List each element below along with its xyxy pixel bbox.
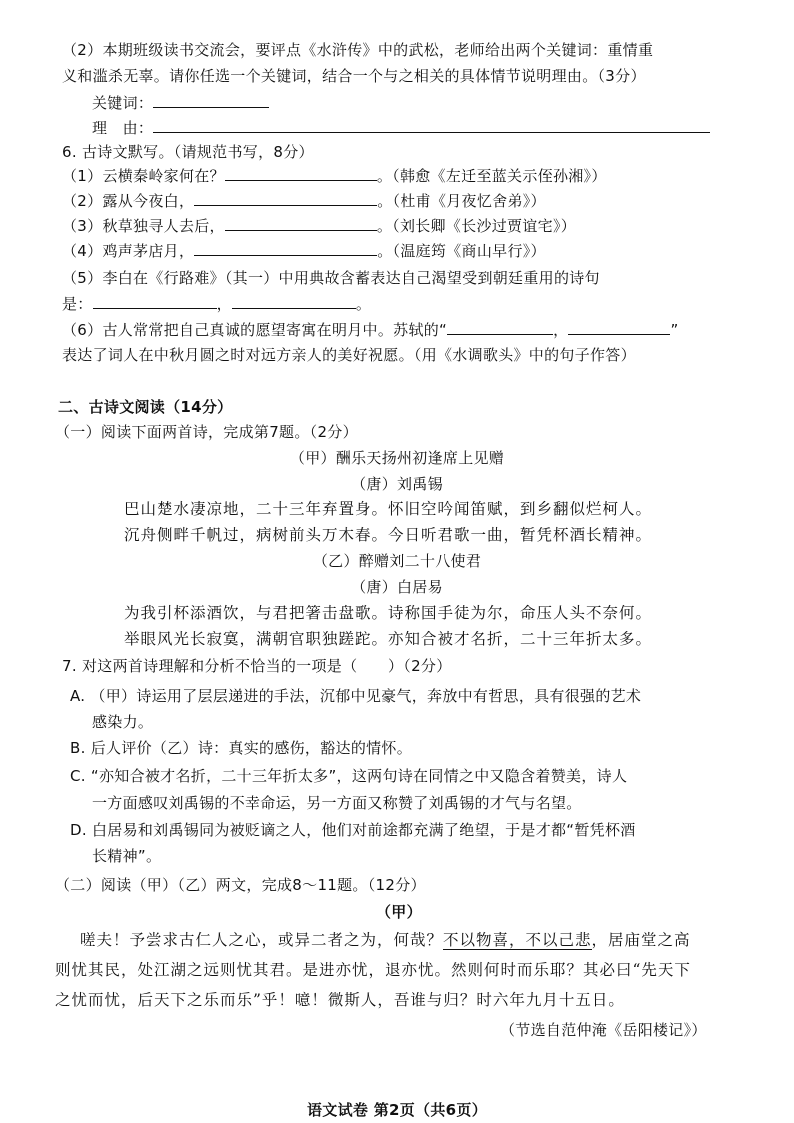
q6-item5-line2 <box>62 294 371 314</box>
q6-item1-text: （1）云横秦岭家何在？ <box>62 167 225 185</box>
q6-item6-line2: 表达了词人在中秋月圆之时对远方亲人的美好祝愿。（用《水调歌头》中的句子作答） <box>62 346 636 364</box>
q6-item2 <box>62 191 546 211</box>
passage-underlined-phrase: 不以物喜，不以己悲 <box>443 931 592 949</box>
passage-source: （节选自范仲淹《岳阳楼记》） <box>500 1021 707 1039</box>
reason-blank[interactable] <box>153 118 710 133</box>
section2-title: 二、古诗文阅读（14分） <box>58 398 233 416</box>
part1-intro: （一）阅读下面两首诗，完成第7题。（2分） <box>55 423 358 441</box>
q6-item6-blank1[interactable] <box>447 320 553 335</box>
passage-line1-b: ，居庙堂之高 <box>591 931 691 949</box>
q7-option-c-line1[interactable]: C. “亦知合被才名折，二十三年折太多”，这两句诗在同情之中又隐含着赞美，诗人 <box>70 767 628 785</box>
q7-option-a-line1[interactable]: A. （甲）诗运用了层层递进的手法，沉郁中见豪气，奔放中有哲思，具有很强的艺术 <box>70 687 642 705</box>
q6-item6-blank2[interactable] <box>568 320 670 335</box>
q6-item4 <box>62 241 546 261</box>
q6-item5-line1: （5）李白在《行路难》（其一）中用典故含蓄表达自己渴望受到朝廷重用的诗句 <box>62 269 600 287</box>
poem1-title: （甲）酬乐天扬州初逢席上见赠 <box>289 449 505 467</box>
q6-item6-text: （6）古人常常把自己真诚的愿望寄寓在明月中。苏轼的“ <box>62 321 448 339</box>
q6-item2-text: （2）露从今夜白， <box>62 192 195 210</box>
keyword-row <box>92 93 269 113</box>
q6-item3-blank[interactable] <box>225 216 377 231</box>
keyword-label: 关键词： <box>92 94 154 112</box>
part2-intro: （二）阅读（甲）（乙）两文，完成8～11题。（12分） <box>55 876 426 894</box>
q6-item3 <box>62 216 576 236</box>
passage-line1 <box>80 930 691 950</box>
q6-item5-prefix: 是： <box>62 295 93 313</box>
q6-title: 6. 古诗文默写。（请规范书写，8分） <box>62 143 314 161</box>
q5-2-line1: （2）本期班级读书交流会，要评点《水浒传》中的武松，老师给出两个关键词：重情重 <box>62 41 654 59</box>
q7-stem: 7. 对这两首诗理解和分析不恰当的一项是（ ）（2分） <box>62 657 452 675</box>
q6-item6-end: ” <box>670 321 679 339</box>
reason-row <box>92 118 710 138</box>
poem2-line1: 为我引杯添酒饮，与君把箸击盘歌。诗称国手徒为尔，命压人头不奈何。 <box>124 604 653 622</box>
q7-option-c-line2: 一方面感叹刘禹锡的不幸命运，另一方面又称赞了刘禹锡的才气与名望。 <box>92 794 582 812</box>
poem2-author: （唐）白居易 <box>351 578 443 596</box>
q6-item2-blank[interactable] <box>194 191 377 206</box>
poem1-author: （唐）刘禹锡 <box>351 475 443 493</box>
poem2-title: （乙）醉赠刘二十八使君 <box>312 552 482 570</box>
q6-item3-end: 。（刘长卿《长沙过贾谊宅》） <box>376 217 577 235</box>
q7-option-d-line1[interactable]: D. 白居易和刘禹锡同为被贬谪之人，他们对前途都充满了绝望，于是才都“暂凭杯酒 <box>70 821 636 839</box>
q7-option-a-line2: 感染力。 <box>92 713 154 731</box>
poem1-line2: 沉舟侧畔千帆过，病树前头万木春。今日听君歌一曲，暂凭杯酒长精神。 <box>124 526 653 544</box>
poem2-line2: 举眼风光长寂寞，满朝官职独蹉跎。亦知合被才名折，二十三年折太多。 <box>124 630 653 648</box>
passage-line3: 之忧而忧，后天下之乐而乐”乎！噫！微斯人，吾谁与归？时六年九月十五日。 <box>55 991 625 1009</box>
q6-item3-text: （3）秋草独寻人去后， <box>62 217 225 235</box>
reason-label: 理 由： <box>92 119 154 137</box>
poem1-line1: 巴山楚水凄凉地，二十三年弃置身。怀旧空吟闻笛赋，到乡翻似烂柯人。 <box>124 500 653 518</box>
q6-item4-text: （4）鸡声茅店月， <box>62 242 195 260</box>
passage-line2: 则忧其民，处江湖之远则忧其君。是进亦忧，退亦忧。然则何时而乐耶？其必曰“先天下 <box>55 961 691 979</box>
keyword-blank[interactable] <box>153 93 269 108</box>
q6-item4-end: 。（温庭筠《商山早行》） <box>377 242 546 260</box>
q6-item1-end: 。（韩愈《左迁至蓝关示侄孙湘》） <box>376 167 607 185</box>
q6-item5-end: 。 <box>355 295 372 313</box>
q5-2-line2: 义和滥杀无辜。请你任选一个关键词，结合一个与之相关的具体情节说明理由。（3分） <box>62 67 646 85</box>
q6-item5-comma: ， <box>216 295 232 313</box>
q7-option-d-line2: 长精神”。 <box>92 847 162 865</box>
part2-text-title: （甲） <box>376 903 422 921</box>
q6-item2-end: 。（杜甫《月夜忆舍弟》） <box>377 192 546 210</box>
page-footer: 语文试卷 第2页（共6页） <box>307 1101 487 1119</box>
q6-item1 <box>62 166 607 186</box>
q6-item5-blank2[interactable] <box>232 294 356 309</box>
q7-option-b[interactable]: B. 后人评价（乙）诗：真实的感伤，豁达的情怀。 <box>70 739 413 757</box>
q6-item1-blank[interactable] <box>225 166 377 181</box>
q6-item5-blank1[interactable] <box>93 294 217 309</box>
q6-item6-line1 <box>62 320 679 340</box>
q6-item4-blank[interactable] <box>194 241 377 256</box>
passage-line1-a: 嗟夫！予尝求古仁人之心，或异二者之为，何哉？ <box>80 931 444 949</box>
q6-item6-comma: ， <box>553 321 569 339</box>
